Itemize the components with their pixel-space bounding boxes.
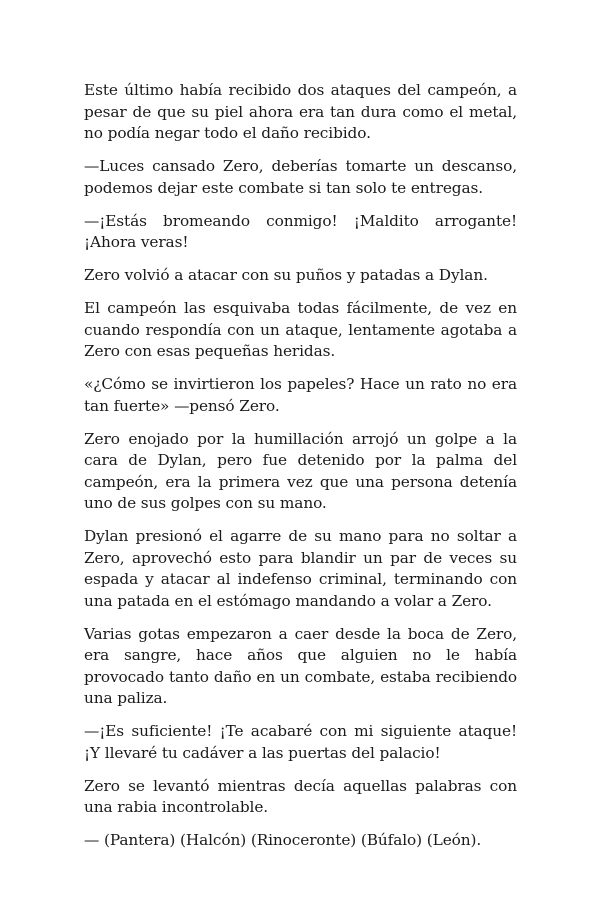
paragraph: Este último había recibido dos ataques del campeón, a pesar de que su piel ahora era tan dura como el metal, no podía negar todo el daño recibido. [84,81,517,142]
paragraph: Varias gotas empezaron a caer desde la boca de Zero, era sangre, hace años que alguien no le había provocado tanto daño en un combate, estaba recibiendo una paliza. [84,624,517,707]
paragraph: —¡Es suficiente! ¡Te acabaré con mi siguiente ataque! ¡Y llevaré tu cadáver a las puertas del palacio! [84,722,517,762]
paragraph: Zero volvió a atacar con su puños y patadas a Dylan. [84,266,488,284]
paragraph: — (Pantera) (Halcón) (Rinoceronte) (Búfalo) (León). [84,831,482,849]
paragraph: —Luces cansado Zero, deberías tomarte un descanso, podemos dejar este combate si tan solo te entregas. [84,157,517,197]
paragraph: Dylan presionó el agarre de su mano para no soltar a Zero, aprovechó esto para blandir un par de veces su espada y atacar al indefenso criminal, terminando con una patada en el estómago mandando a volar a Zero. [84,527,517,610]
page-body [84,80,517,863]
paragraph: «¿Cómo se invirtieron los papeles? Hace un rato no era tan fuerte» —pensó Zero. [84,375,517,415]
paragraph: Zero enojado por la humillación arrojó un golpe a la cara de Dylan, pero fue detenido por la palma del campeón, era la primera vez que una persona detenía uno de sus golpes con su mano. [84,429,517,512]
paragraph: El campeón las esquivaba todas fácilmente, de vez en cuando respondía con un ataque, lentamente agotaba a Zero con esas pequeñas heridas. [84,299,517,360]
paragraph: —¡Estás bromeando conmigo! ¡Maldito arrogante! ¡Ahora veras! [84,211,517,251]
paragraph: Zero se levantó mientras decía aquellas palabras con una rabia incontrolable. [84,776,517,816]
